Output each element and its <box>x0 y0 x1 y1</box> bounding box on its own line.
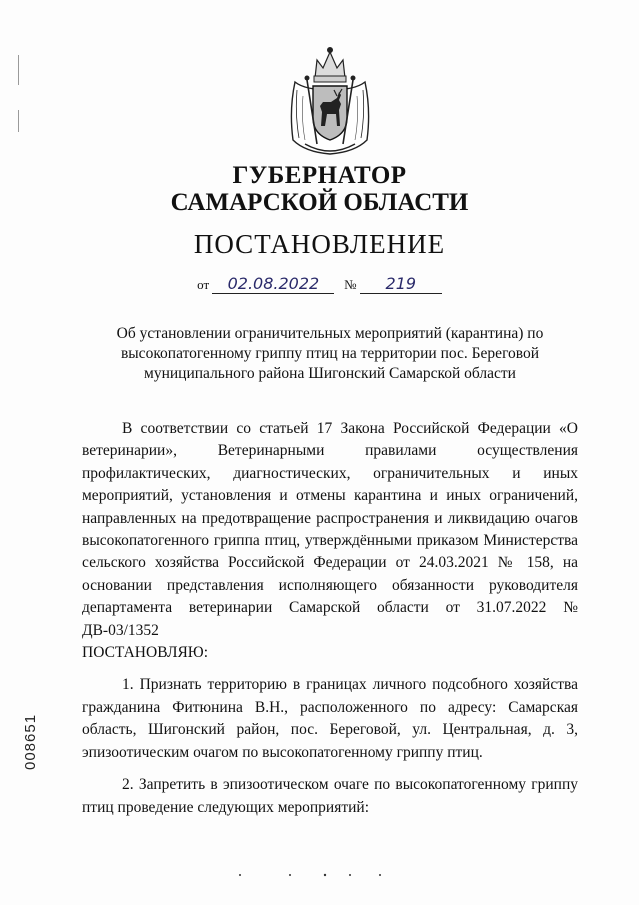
document-reference <box>0 274 639 294</box>
item-1-paragraph: 1. Признать территорию в границах личного подсобного хозяйства гражданина Фитюнина В.Н., расположенного по адресу: Самарская область, Шигонский район, пос. Береговой, ул. Центральная, д. 3, эпизоотическим очагом по высокопатогенному гриппу птиц. <box>82 676 578 761</box>
document-date: 02.08.2022 <box>212 274 334 294</box>
scan-specks <box>230 872 430 878</box>
document-subject: Об установлении ограничительных мероприятий (карантина) по высокопатогенному гриппу птиц на территории пос. Береговой муниципального района Шигонский Самарской области <box>116 325 544 382</box>
samara-coat-of-arms-icon <box>285 40 375 158</box>
date-prefix: от <box>197 277 210 292</box>
document-type: ПОСТАНОВЛЕНИЕ <box>193 229 446 259</box>
scan-edge-mark <box>18 110 19 132</box>
scan-edge-mark <box>18 55 19 85</box>
item-2-paragraph: 2. Запретить в эпизоотическом очаге по высокопатогенному гриппу птиц проведение следующих мероприятий: <box>82 776 578 816</box>
document-number: 219 <box>360 274 442 294</box>
document-body <box>82 418 578 819</box>
issuer-title: ГУБЕРНАТОР <box>232 162 407 189</box>
preamble-paragraph: В соответствии со статьей 17 Закона Российской Федерации «О ветеринарии», Ветеринарными правилами осуществления профилактических, диагностических, ограничительных и иных мероприятий, установления и отмены карантина и иных ограничений, направленных на предотвращение распространения и ликвидацию очагов высокопатогенного гриппа птиц, утверждёнными приказом Министерства сельского хозяйства Российской Федерации от 24.03.2021 № 158, на основании представления исполняющего обязанности руководителя департамента ветеринарии Самарской области от 31.07.2022 № ДВ-03/1352 <box>82 420 578 639</box>
number-prefix: № <box>344 277 357 292</box>
decree-word: ПОСТАНОВЛЯЮ: <box>82 644 209 662</box>
registration-margin-number: 008651 <box>22 713 39 770</box>
issuer-region: САМАРСКОЙ ОБЛАСТИ <box>170 189 469 216</box>
